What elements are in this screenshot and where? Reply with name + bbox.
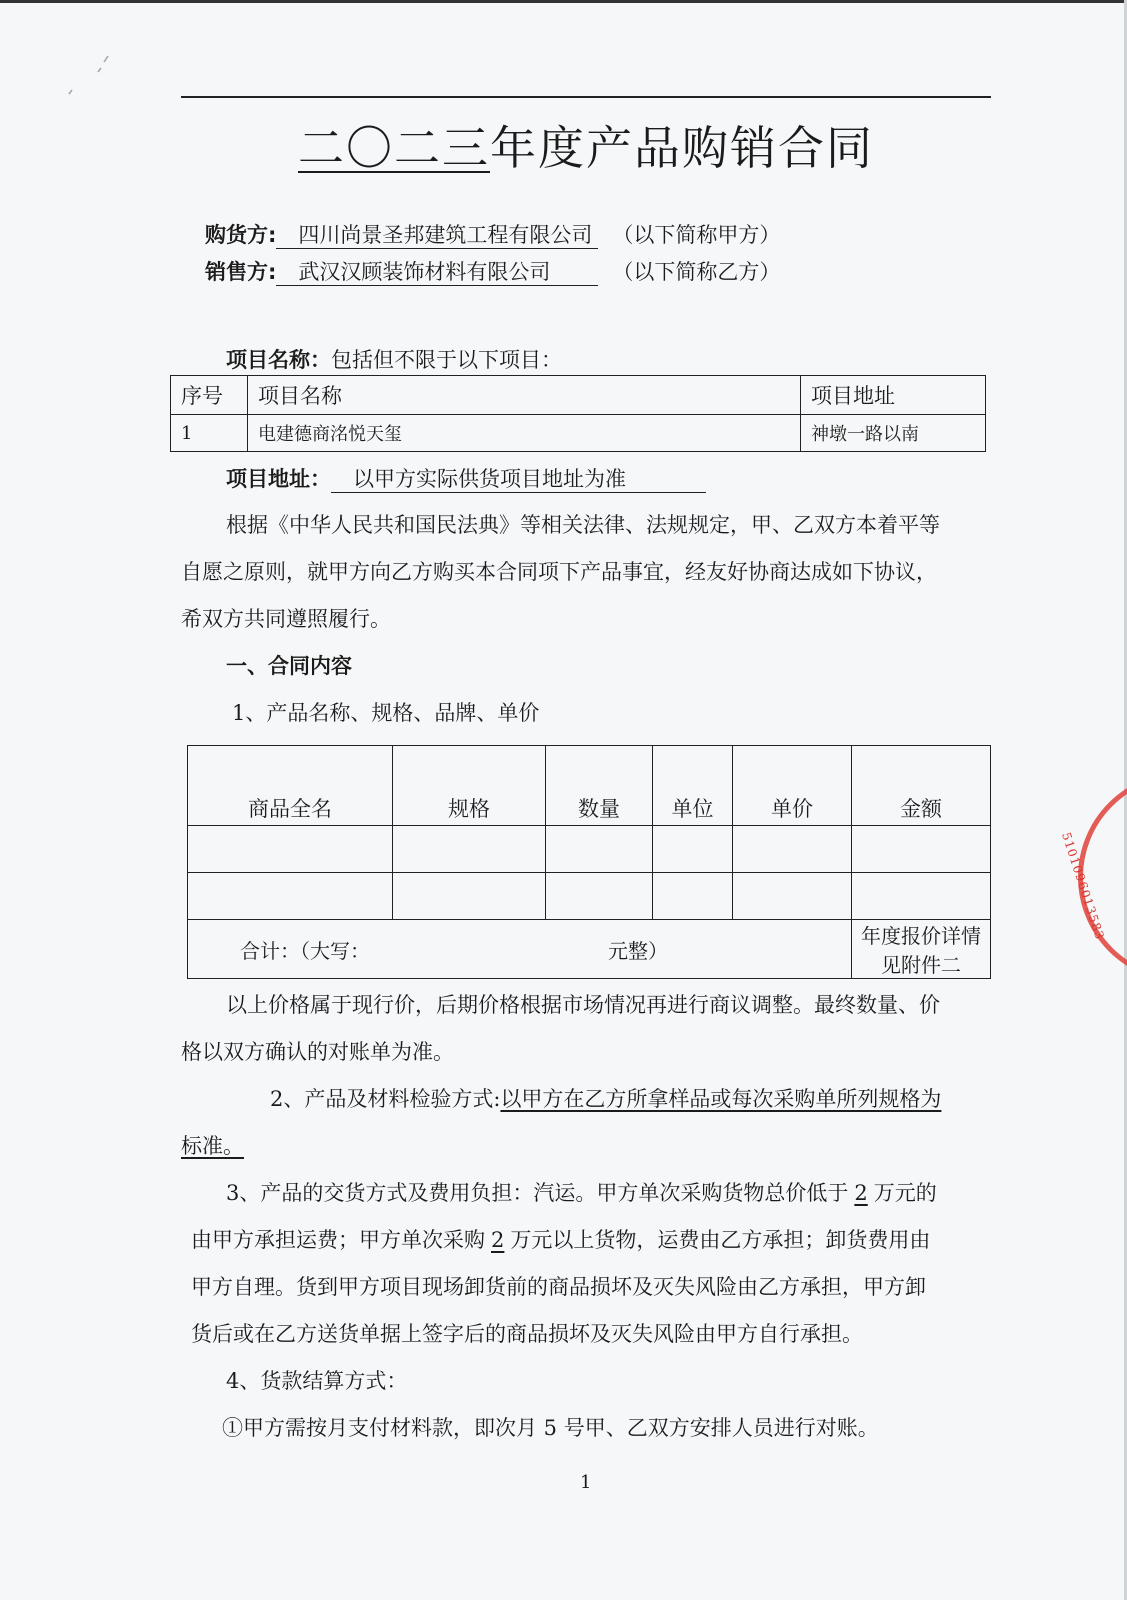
preamble-line-2: 自愿之原则，就甲方向乙方购买本合同项下产品事宜，经友好协商达成如下协议，: [181, 560, 937, 584]
scan-artifact-mark: [66, 50, 116, 100]
item-3-text: 万元的: [873, 1181, 937, 1205]
goods-col-qty: 数量: [546, 746, 653, 826]
goods-col-spec: 规格: [393, 746, 546, 826]
item-2-underlined: 以甲方在乙方所拿样品或每次采购单所列规格为: [500, 1087, 942, 1111]
buyer-label: 购货方:: [205, 223, 277, 247]
goods-cell: [733, 826, 852, 873]
seal-number: 5101096013583: [1058, 830, 1108, 942]
buyer-name: 四川尚景圣邦建筑工程有限公司: [276, 222, 598, 249]
item-4-paragraph-1: ①甲方需按月支付材料款，即次月 5 号甲、乙双方安排人员进行对账。: [222, 1416, 879, 1440]
goods-cell: [653, 873, 733, 920]
project-address-value: 以甲方实际供货项目地址为准: [331, 466, 706, 493]
item-3-text: 由甲方承担运费；甲方单次采购: [191, 1228, 485, 1252]
goods-col-name: 商品全名: [188, 746, 393, 826]
project-table-header: [171, 376, 986, 415]
section-1-title: 一、合同内容: [226, 654, 352, 678]
goods-cell: [653, 826, 733, 873]
buyer-note: （以下简称甲方）: [612, 223, 781, 247]
item-3-amount: 2: [491, 1228, 505, 1252]
goods-cell: [852, 873, 991, 920]
item-3-line-1: [226, 1177, 937, 1207]
goods-cell: [393, 873, 546, 920]
goods-total-label: 合计：（大写：: [240, 938, 370, 963]
item-2-line: [270, 1083, 941, 1113]
goods-total-suffix: 元整）: [608, 938, 668, 963]
seller-label: 销售方:: [205, 260, 277, 284]
item-3-line-4: 货后或在乙方送货单据上签字后的商品损坏及灭失风险由甲方自行承担。: [191, 1322, 863, 1346]
seller-name: 武汉汉顾装饰材料有限公司: [276, 259, 598, 286]
item-3-line-2: [191, 1224, 930, 1254]
goods-cell: [546, 873, 653, 920]
title-rest: 年度产品购销合同: [490, 121, 874, 175]
goods-cell: [188, 826, 393, 873]
seller-line: [205, 256, 780, 286]
table-row: [188, 826, 991, 873]
table-row: [188, 873, 991, 920]
project-col-name: 项目名称: [248, 376, 801, 415]
scan-edge-top: [0, 0, 1127, 3]
item-4-title: 4、货款结算方式：: [226, 1369, 408, 1393]
goods-cell: [188, 873, 393, 920]
item-3-text: 3、产品的交货方式及费用负担：汽运。甲方单次采购货物总价低于: [226, 1181, 849, 1205]
item-2-continuation: 标准。: [181, 1134, 244, 1158]
goods-attachment-note: 年度报价详情见附件二: [852, 920, 991, 979]
price-note-line-2: 格以双方确认的对账单为准。: [181, 1040, 454, 1064]
project-address-label: 项目地址：: [226, 467, 331, 491]
goods-table: [187, 745, 991, 979]
item-2-prefix: 2、产品及材料检验方式:: [270, 1087, 501, 1111]
project-col-no: 序号: [171, 376, 248, 415]
goods-col-unit: 单位: [653, 746, 733, 826]
project-intro: [226, 344, 562, 374]
price-note-line-1: 以上价格属于现行价，后期价格根据市场情况再进行商议调整。最终数量、价: [226, 993, 940, 1017]
goods-col-amount: 金额: [852, 746, 991, 826]
item-3-line-3: 甲方自理。货到甲方项目现场卸货前的商品损坏及灭失风险由乙方承担，甲方卸: [191, 1275, 926, 1299]
page-number: 1: [580, 1472, 592, 1493]
goods-cell: [852, 826, 991, 873]
project-table: [170, 375, 986, 452]
section-1-item-1: 1、产品名称、规格、品牌、单价: [232, 701, 540, 725]
seller-note: （以下简称乙方）: [612, 260, 781, 284]
goods-total-row: [188, 920, 991, 979]
goods-col-price: 单价: [733, 746, 852, 826]
project-row-address: 神墩一路以南: [801, 415, 986, 452]
goods-cell: [546, 826, 653, 873]
preamble-line-1: 根据《中华人民共和国民法典》等相关法律、法规规定，甲、乙双方本着平等: [226, 513, 940, 537]
goods-cell: [733, 873, 852, 920]
project-row-no: 1: [171, 415, 248, 452]
header-rule: [181, 96, 991, 98]
project-intro-text: 包括但不限于以下项目：: [331, 348, 562, 372]
preamble-line-3: 希双方共同遵照履行。: [181, 607, 391, 631]
project-row-name: 电建德商洺悦天玺: [248, 415, 801, 452]
title-year: 二〇二三: [298, 121, 490, 175]
goods-table-header: [188, 746, 991, 826]
item-3-text: 万元以上货物，运费由乙方承担；卸货费用由: [510, 1228, 931, 1252]
project-col-address: 项目地址: [801, 376, 986, 415]
project-intro-label: 项目名称：: [226, 348, 331, 372]
table-row: [171, 415, 986, 452]
goods-cell: [393, 826, 546, 873]
project-address-line: [226, 463, 706, 493]
goods-total-cell: [188, 920, 852, 979]
buyer-line: [205, 219, 780, 249]
item-3-amount: 2: [854, 1181, 868, 1205]
contract-title: [181, 112, 991, 178]
